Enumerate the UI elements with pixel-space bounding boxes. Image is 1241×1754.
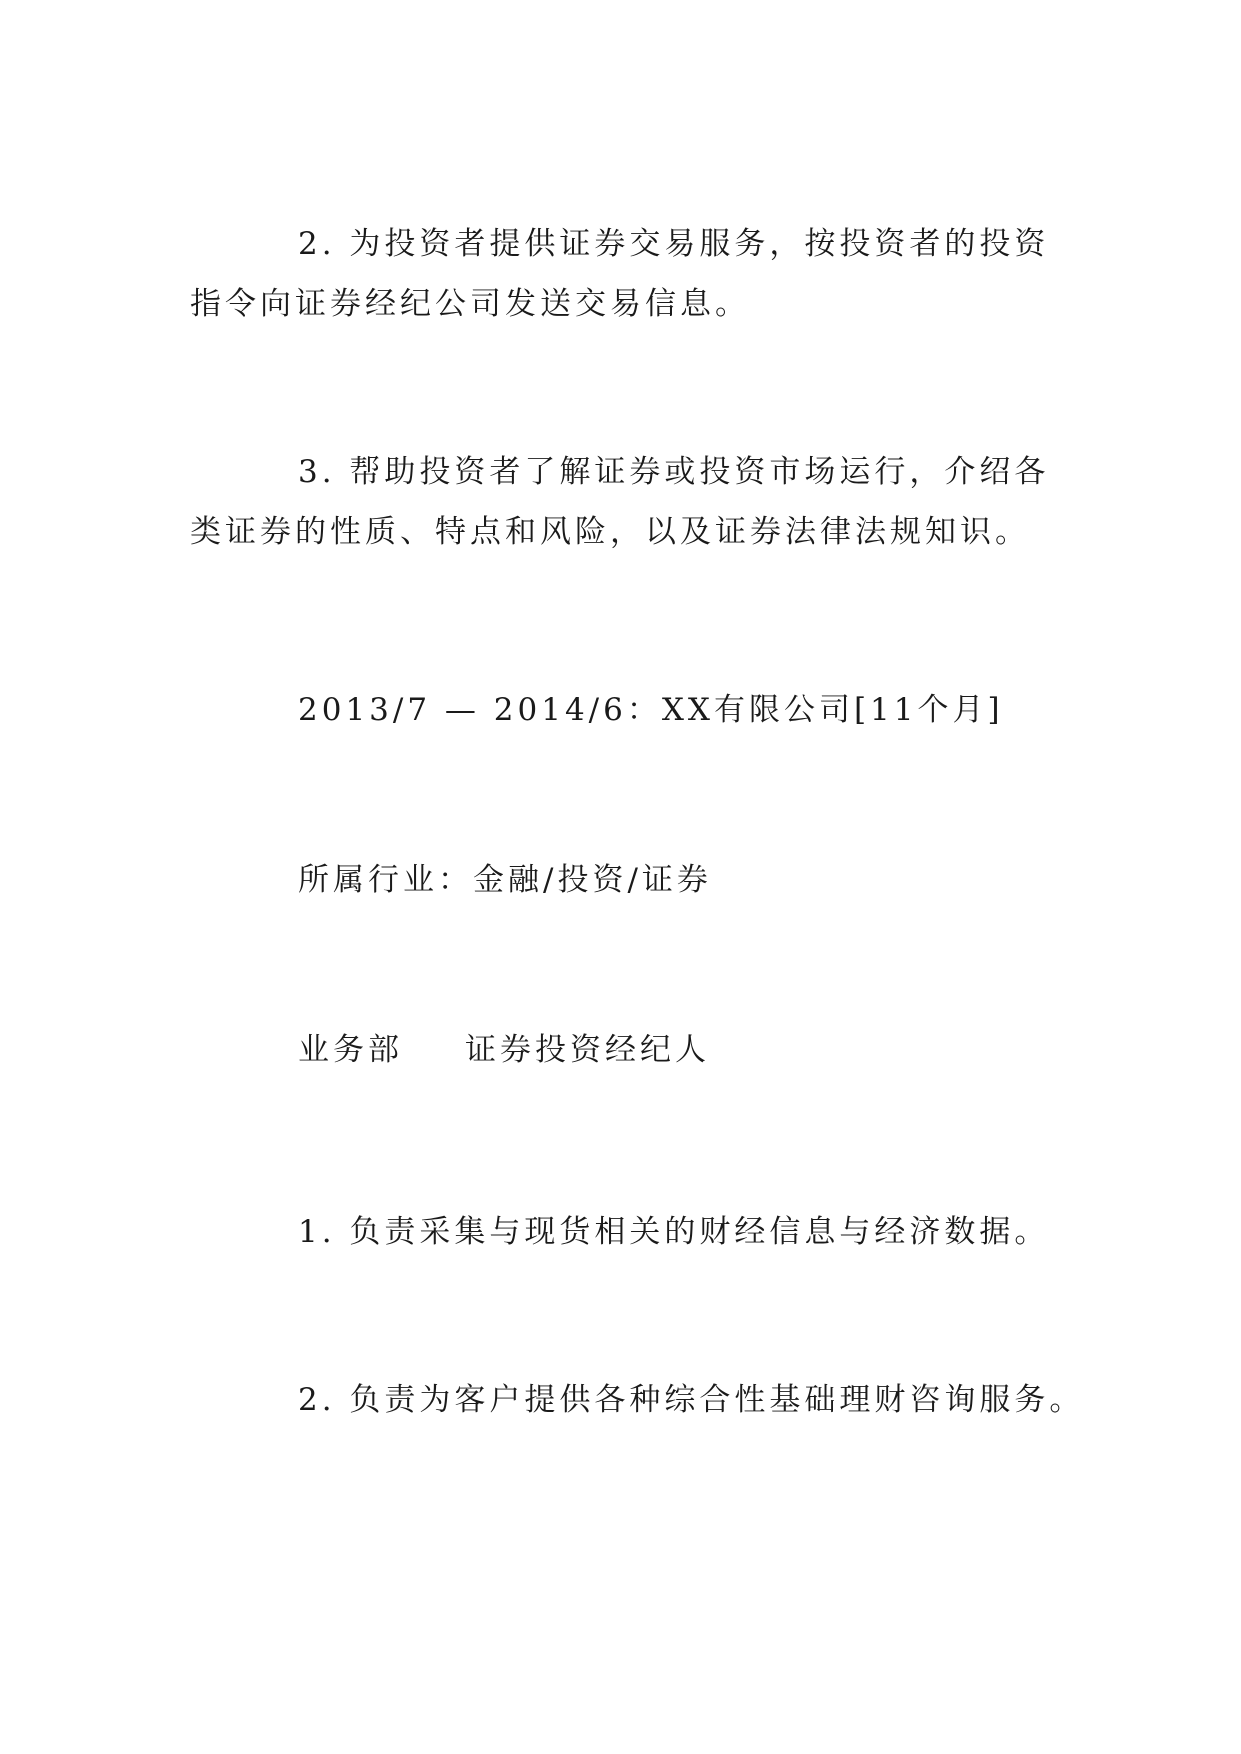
paragraph-item-3: 3. 帮助投资者了解证券或投资市场运行，介绍各类证券的性质、特点和风险，以及证券法律法规知识。 bbox=[190, 454, 1050, 550]
paragraph-item-2: 2. 为投资者提供证券交易服务，按投资者的投资指令向证券经纪公司发送交易信息。 bbox=[190, 226, 1050, 322]
job-role-line bbox=[298, 1030, 710, 1070]
job-position: 证券投资经纪人 bbox=[465, 1032, 710, 1068]
duty-item-2: 2. 负责为客户提供各种综合性基础理财咨询服务。 bbox=[298, 1382, 1085, 1418]
job-period: 2013/7 — 2014/6：XX有限公司[11个月] bbox=[298, 692, 1004, 728]
duty-item-1: 1. 负责采集与现货相关的财经信息与经济数据。 bbox=[298, 1214, 1050, 1250]
job-industry: 所属行业：金融/投资/证券 bbox=[298, 862, 712, 898]
job-department: 业务部 bbox=[298, 1032, 403, 1068]
